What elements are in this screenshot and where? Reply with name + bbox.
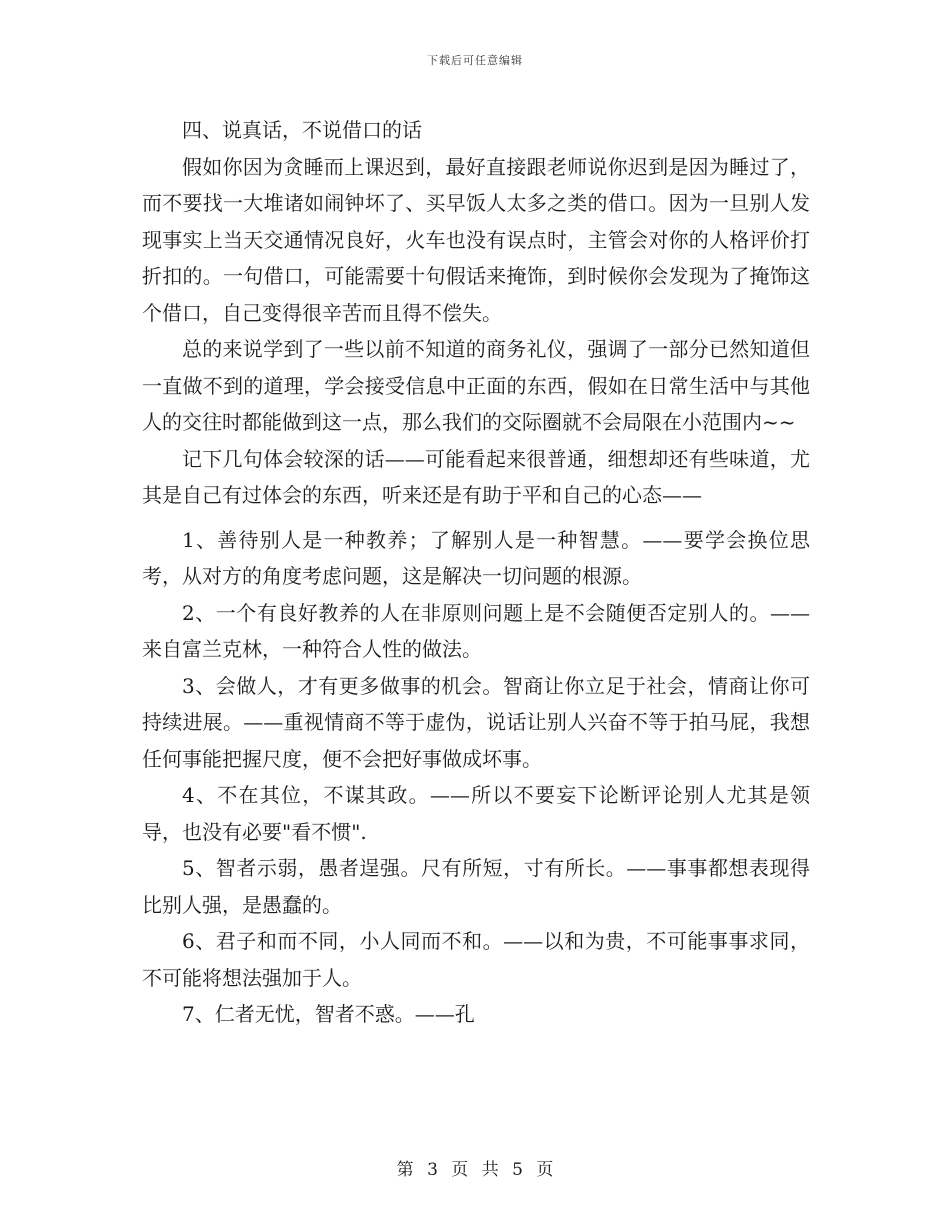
numbered-item: 3、会做人，才有更多做事的机会。智商让你立足于社会，情商让你可持续进展。——重视情商不等于虚伪，说话让别人兴奋不等于拍马屁，我想任何事能把握尺度，便不会把好事做成坏事。 bbox=[142, 673, 810, 771]
body-paragraph: 假如你因为贪睡而上课迟到，最好直接跟老师说你迟到是因为睡过了，而不要找一大堆诸如闹钟坏了、买早饭人太多之类的借口。因为一旦别人发现事实上当天交通情况良好，火车也没有误点时，主管会对你的人格评价打折扣的。一句借口，可能需要十句假话来掩饰，到时候你会发现为了掩饰这个借口，自己变得很辛苦而且得不偿失。 bbox=[142, 154, 810, 325]
numbered-item: 1、善待别人是一种教养；了解别人是一种智慧。——要学会换位思考，从对方的角度考虑问题，这是解决一切问题的根源。 bbox=[142, 527, 810, 588]
numbered-item: 4、不在其位，不谋其政。——所以不要妄下论断评论别人尤其是领导，也没有必要"看不惯". bbox=[142, 783, 810, 844]
body-paragraph: 记下几句体会较深的话——可能看起来很普通，细想却还有些味道，尤其是自己有过体会的东西，听来还是有助于平和自己的心态—— bbox=[142, 446, 810, 507]
numbered-item: 6、君子和而不同，小人同而不和。——以和为贵，不可能事事求同，不可能将想法强加于人。 bbox=[142, 929, 810, 990]
document-body bbox=[142, 112, 810, 1033]
numbered-item: 7、仁者无忧，智者不惑。——孔 bbox=[182, 1002, 475, 1026]
numbered-item: 2、一个有良好教养的人在非原则问题上是不会随便否定别人的。——来自富兰克林，一种符合人性的做法。 bbox=[142, 600, 810, 661]
footer-label-unit: 页 bbox=[451, 1160, 469, 1180]
body-paragraph: 总的来说学到了一些以前不知道的商务礼仪，强调了一部分已然知道但一直做不到的道理，学会接受信息中正面的东西，假如在日常生活中与其他人的交往时都能做到这一点，那么我们的交际圈就不会局限在小范围内~~ bbox=[142, 337, 810, 434]
footer-current-page: 3 bbox=[427, 1160, 438, 1180]
footer-label-unit2: 页 bbox=[536, 1160, 554, 1180]
footer-label-page: 第 bbox=[396, 1160, 414, 1180]
page-header-note: 下载后可任意编辑 bbox=[427, 54, 523, 67]
page-number-footer bbox=[0, 1155, 950, 1180]
footer-total-pages: 5 bbox=[512, 1160, 523, 1180]
numbered-item: 5、智者示弱，愚者逞强。尺有所短，寸有所长。——事事都想表现得比别人强，是愚蠢的。 bbox=[142, 856, 810, 917]
footer-label-total: 共 bbox=[481, 1160, 499, 1180]
section-heading: 四、说真话，不说借口的话 bbox=[182, 118, 422, 142]
